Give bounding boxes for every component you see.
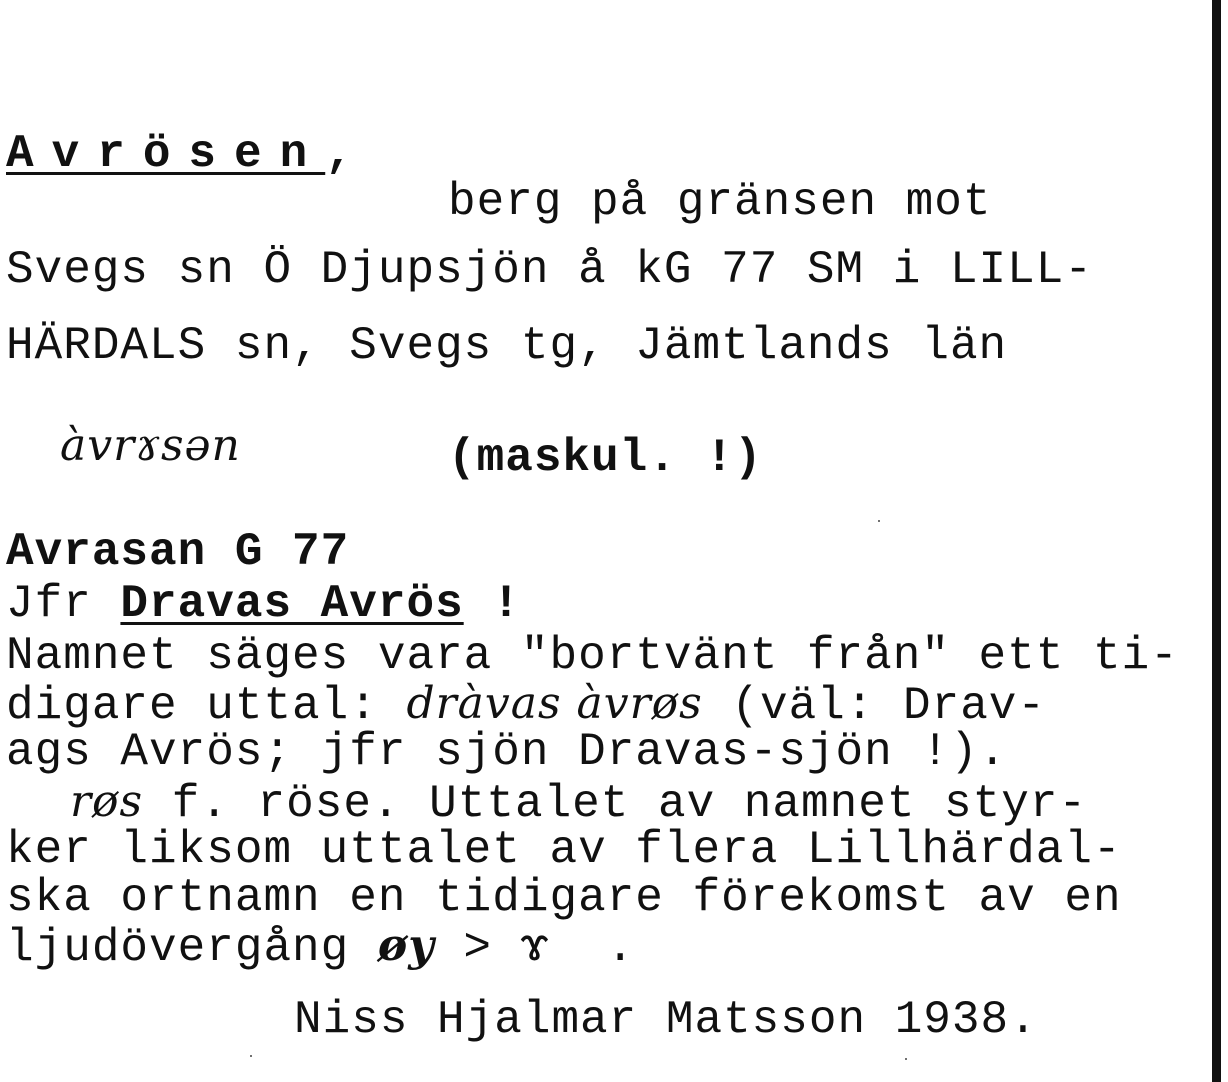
note-line-5: ker liksom uttalet av flera Lillhärdal- [6, 824, 1122, 876]
headword: Avrösen [6, 128, 326, 180]
variant-line: Avrasan G 77 [6, 526, 350, 578]
note-line-7 [6, 920, 635, 974]
compare-prefix: Jfr [6, 578, 121, 630]
note-line-4-handwriting: røs [70, 776, 144, 827]
location-line-1: Svegs sn Ö Djupsjön å kG 77 SM i LILL- [6, 244, 1093, 296]
headword-comma: , [325, 128, 354, 180]
note-line-7-text-c: > ɤ . [434, 922, 636, 974]
note-line-6: ska ortnamn en tidigare förekomst av en [6, 872, 1122, 924]
speck [250, 1055, 252, 1057]
note-line-2-handwriting: dràvas àvrøs [406, 678, 703, 729]
note-line-3: ags Avrös; jfr sjön Dravas-sjön !). [6, 726, 1008, 778]
note-line-7-handwriting: øy [377, 920, 435, 971]
compare-suffix: ! [463, 578, 521, 630]
note-line-2 [6, 678, 1046, 732]
note-line-7-text-a: ljudövergång [6, 922, 378, 974]
note-line-1: Namnet säges vara "bortvänt från" ett ti- [6, 630, 1179, 682]
headword-line [6, 128, 354, 180]
note-line-4-text: f. röse. Uttalet av namnet styr- [143, 778, 1088, 830]
handwritten-pronunciation: àvrɤsən [60, 420, 241, 471]
location-line-2: HÄRDALS sn, Svegs tg, Jämtlands län [6, 320, 1008, 372]
speck [905, 1058, 907, 1060]
description-line: berg på gränsen mot [448, 176, 992, 228]
note-line-2-text-b: (väl: Drav- [702, 680, 1047, 732]
note-line-4 [6, 776, 1087, 830]
compare-line [6, 578, 521, 630]
signature: Niss Hjalmar Matsson 1938. [294, 994, 1038, 1046]
note-line-2-text-a: digare uttal: [6, 680, 407, 732]
gender-note: (maskul. !) [448, 432, 763, 484]
compare-reference: Dravas Avrös [120, 578, 464, 630]
card-edge-rule [1212, 0, 1221, 1082]
speck [878, 520, 880, 522]
